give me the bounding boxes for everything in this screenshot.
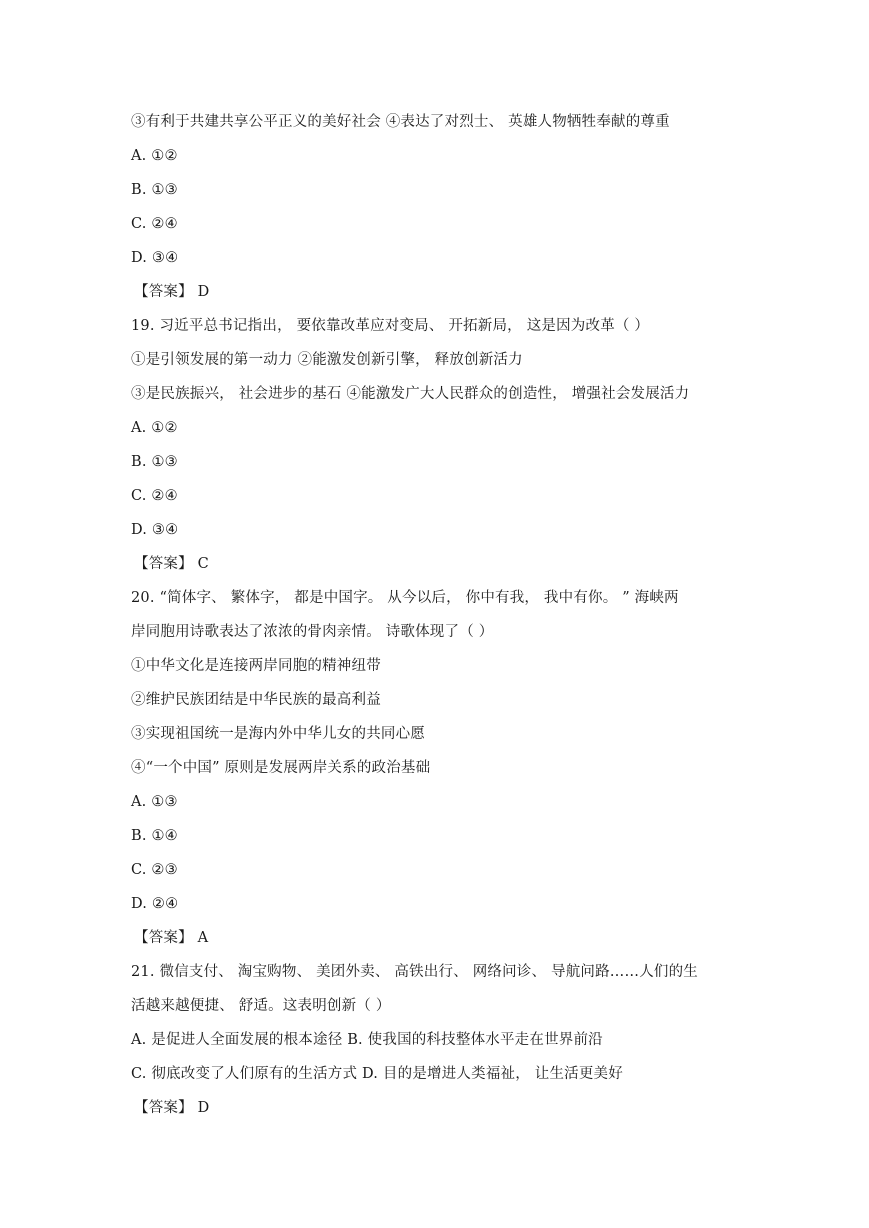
option-q20-3: ③实现祖国统一是海内外中华儿女的共同心愿 xyxy=(131,726,425,742)
option-q20-1: ①中华文化是连接两岸同胞的精神纽带 xyxy=(131,658,381,674)
question-21-stem-2: 活越来越便捷、 舒适。这表明创新（ ） xyxy=(131,998,391,1014)
option-q20-4: ④“一个中国” 原则是发展两岸关系的政治基础 xyxy=(131,760,431,776)
choice-a-q19: A. ①② xyxy=(131,420,178,436)
choice-c-q20: C. ②③ xyxy=(131,862,178,878)
question-20-stem-1: 20. “简体字、 繁体字， 都是中国字。 从今以后， 你中有我， 我中有你。 ” 海峡两 xyxy=(131,590,679,606)
choice-d-q20: D. ②④ xyxy=(131,896,179,912)
choices-ab-q21: A. 是促进人全面发展的根本途径 B. 使我国的科技整体水平走在世界前沿 xyxy=(131,1032,603,1048)
question-20-stem-2: 岸同胞用诗歌表达了浓浓的骨肉亲情。 诗歌体现了（ ） xyxy=(131,624,494,640)
choice-b-q18: B. ①③ xyxy=(131,182,178,198)
answer-q19: 【答案】 C xyxy=(134,556,209,572)
choice-b-q19: B. ①③ xyxy=(131,454,178,470)
choices-cd-q21: C. 彻底改变了人们原有的生活方式 D. 目的是增进人类福祉， 让生活更美好 xyxy=(131,1066,623,1082)
option-line-q19-1: ①是引领发展的第一动力 ②能激发创新引擎， 释放创新活力 xyxy=(131,352,523,368)
question-19-stem: 19. 习近平总书记指出， 要依靠改革应对变局、 开拓新局， 这是因为改革（ ） xyxy=(131,318,650,334)
choice-c-q18: C. ②④ xyxy=(131,216,178,232)
choice-d-q18: D. ③④ xyxy=(131,250,179,266)
answer-q20: 【答案】 A xyxy=(134,930,209,946)
choice-a-q18: A. ①② xyxy=(131,148,178,164)
question-21-stem-1: 21. 微信支付、 淘宝购物、 美团外卖、 高铁出行、 网络问诊、 导航问路……人们的生 xyxy=(131,964,699,980)
choice-c-q19: C. ②④ xyxy=(131,488,178,504)
choice-d-q19: D. ③④ xyxy=(131,522,179,538)
option-line-q18: ③有利于共建共享公平正义的美好社会 ④表达了对烈士、 英雄人物牺牲奉献的尊重 xyxy=(131,114,670,130)
option-line-q19-2: ③是民族振兴， 社会进步的基石 ④能激发广大人民群众的创造性， 增强社会发展活力 xyxy=(131,386,690,402)
choice-a-q20: A. ①③ xyxy=(131,794,178,810)
option-q20-2: ②维护民族团结是中华民族的最高利益 xyxy=(131,692,381,708)
answer-q21: 【答案】 D xyxy=(134,1100,210,1116)
choice-b-q20: B. ①④ xyxy=(131,828,178,844)
answer-q18: 【答案】 D xyxy=(134,284,210,300)
